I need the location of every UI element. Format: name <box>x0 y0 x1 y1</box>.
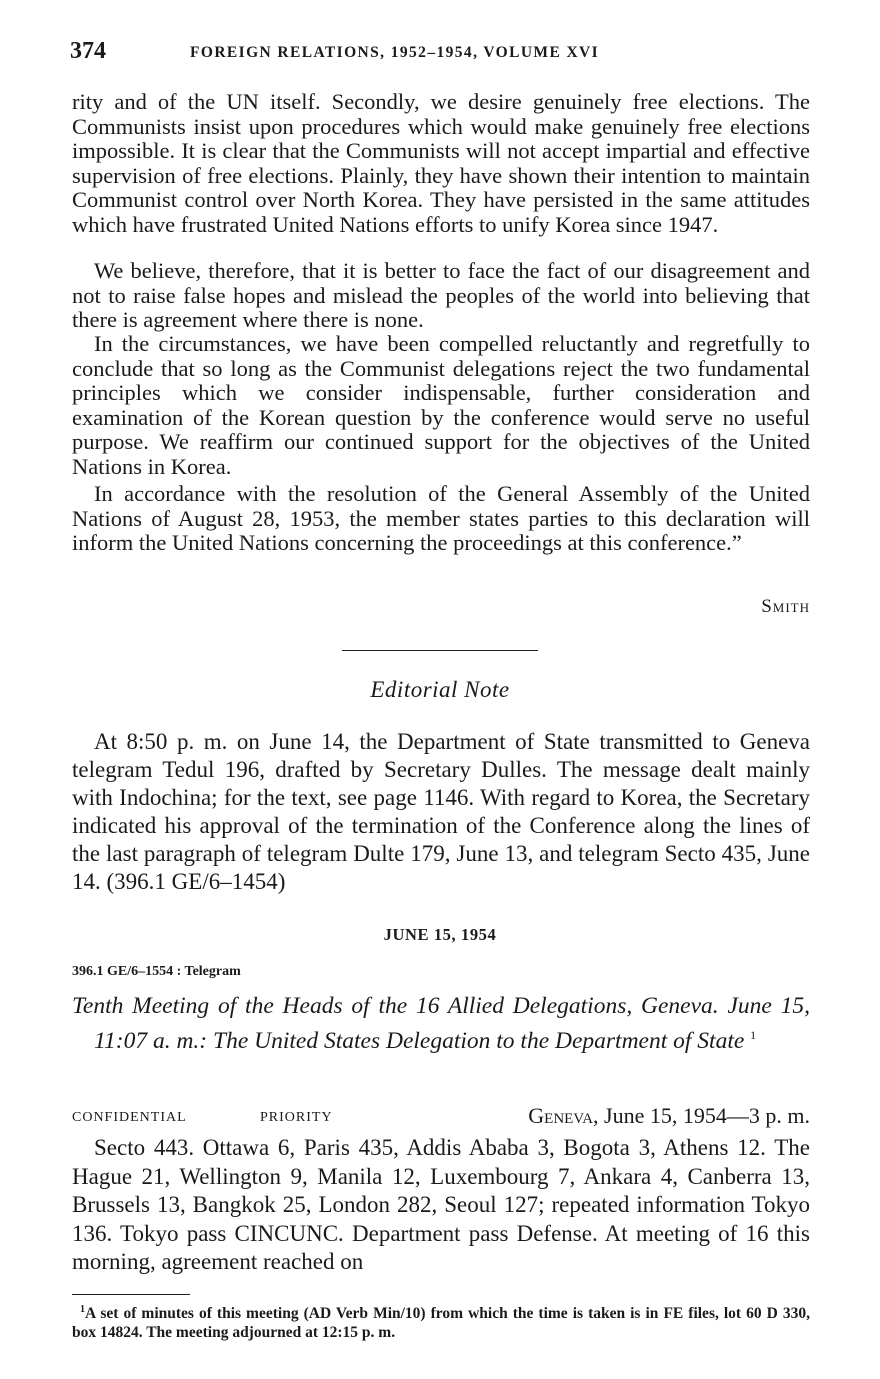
classification-line <box>72 1103 810 1131</box>
editorial-note-title: Editorial Note <box>370 677 510 702</box>
footnote-marker: 1 <box>80 1304 85 1315</box>
signature: Smith <box>761 596 810 617</box>
date-time: , June 15, 1954—3 p. m. <box>593 1103 810 1128</box>
document-title <box>72 992 810 1056</box>
footnote <box>72 1300 810 1342</box>
file-reference: 396.1 GE/6–1554 : Telegram <box>72 964 241 979</box>
editorial-note-text: At 8:50 p. m. on June 14, the Department of State transmitted to Geneva telegram Tedul 196, drafted by Secretary Dulles. The message dealt mainly with Indochina; for the text, see page 1146. With regard to Korea, the Secretary indicated his approval of the termination of the Conference along the lines of the last paragraph of telegram Dulte 179, June 13, and telegram Secto 435, June 14. (396.1 GE/6–1454) <box>72 729 810 894</box>
footnote-text: A set of minutes of this meeting (AD Verb Min/10) from which the time is taken is in FE files, lot 60 D 330, box 14824. The meeting adjourned at 12:15 p. m. <box>72 1305 810 1342</box>
page-number: 374 <box>70 38 106 64</box>
paragraph: In the circumstances, we have been compelled reluctantly and regretfully to conclude that so long as the Communist delegations reject the two fundamental principles which we consider indispensable, further consideration and examination of the Korean question by the conference would serve no useful purpose. We reaffirm our continued support for the objectives of the United Nations in Korea. <box>72 331 810 479</box>
section-divider <box>342 650 538 651</box>
place: Geneva <box>528 1103 594 1128</box>
footnote-ref[interactable]: 1 <box>750 1028 757 1042</box>
paragraph: We believe, therefore, that it is better to face the fact of our disagreement and not to raise false hopes and mislead the peoples of the world into believing that there is agreement where there is none. <box>72 258 810 332</box>
telegram-body: Secto 443. Ottawa 6, Paris 435, Addis Ababa 3, Bogota 3, Athens 12. The Hague 21, Wellington 9, Manila 12, Luxembourg 7, Ankara 4, Canberra 13, Brussels 13, Bangkok 25, London 282, Seoul 127; repeated information Tokyo 136. Tokyo pass CINCUNC. Department pass Defense. At meeting of 16 this morning, agreement reached on <box>72 1135 810 1274</box>
paragraph-continued: rity and of the UN itself. Secondly, we desire genuinely free elections. The Communists insist upon procedures which would make genuinely free elections impossible. It is clear that the Communists will not accept impartial and effective supervision of free elections. Plainly, they have shown their intention to maintain Communist control over North Korea. They have persisted in the same attitudes which have frustrated United Nations efforts to unify Korea since 1947. <box>72 89 810 237</box>
page-header <box>70 38 810 70</box>
footnote-divider <box>72 1294 190 1295</box>
classification: CONFIDENTIAL <box>72 1110 187 1125</box>
priority: PRIORITY <box>260 1110 333 1125</box>
running-head: FOREIGN RELATIONS, 1952–1954, VOLUME XVI <box>190 44 600 61</box>
date-heading: JUNE 15, 1954 <box>383 925 497 944</box>
document-title-text: Tenth Meeting of the Heads of the 16 Allied Delegations, Geneva. June 15, 11:07 a. m.: The United States Delegation to the Department of State <box>72 993 810 1054</box>
place-date <box>528 1103 810 1129</box>
paragraph: In accordance with the resolution of the General Assembly of the United Nations of August 28, 1953, the member states parties to this declaration will inform the United Nations concerning the proceedings at this conference.” <box>72 481 810 555</box>
